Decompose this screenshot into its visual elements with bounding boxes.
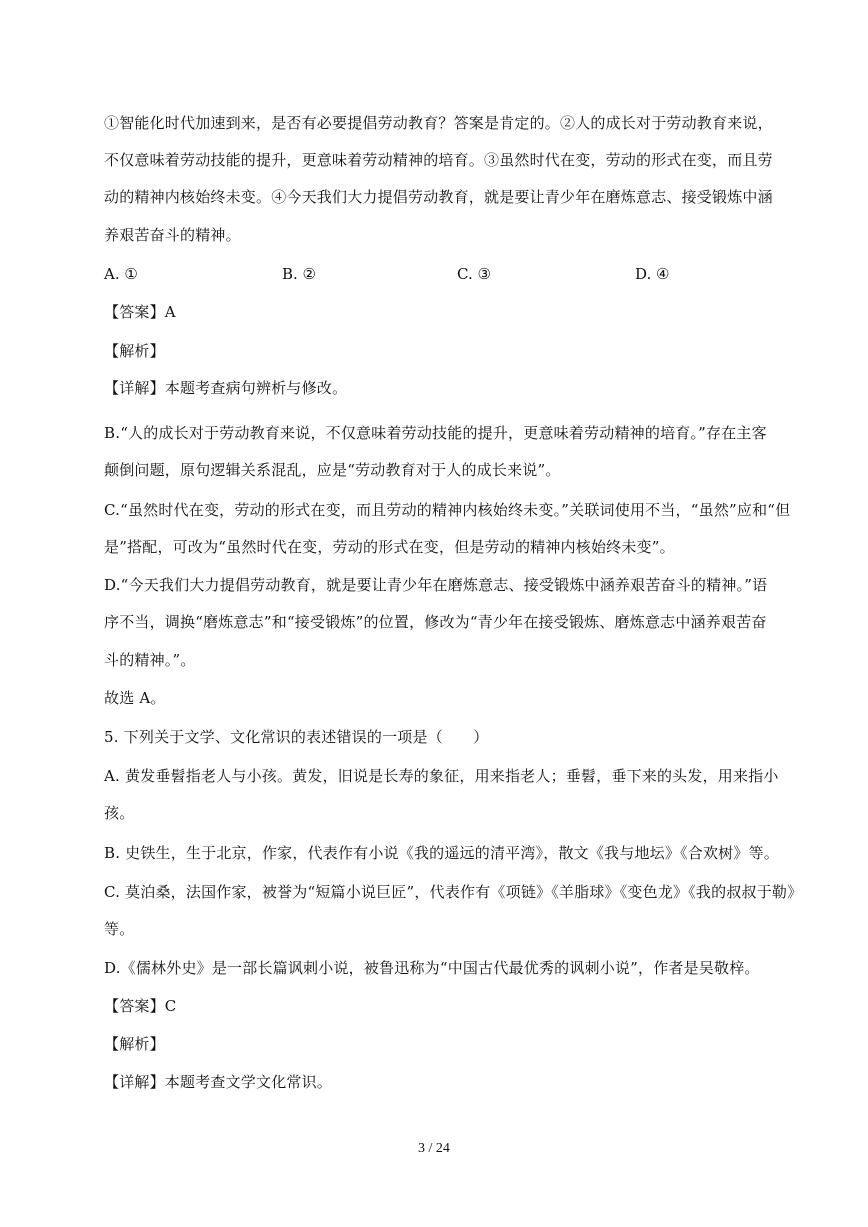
- q4-body-line: C.“虽然时代在变，劳动的形式在变，而且劳动的精神内核始终未变。”关联词使用不当，“虽然”应和“但: [104, 501, 791, 519]
- q5-option-line: C. 莫泊桑，法国作家，被誉为“短篇小说巨匠”，代表作有《项链》《羊脂球》《变色龙》《我的叔叔于勒》: [104, 883, 803, 901]
- q5-option-line: 孩。: [104, 804, 135, 822]
- q5-answer: 【答案】C: [104, 997, 177, 1015]
- q5-option-line: B. 史铁生，生于北京，作家，代表作有小说《我的遥远的清平湾》，散文《我与地坛》《合欢树》等。: [104, 844, 779, 862]
- q5-analysis-heading: 【解析】: [104, 1035, 165, 1053]
- answer-options: [104, 264, 764, 284]
- q5-option-line: 等。: [104, 920, 135, 938]
- option-c: C. ③: [457, 265, 491, 283]
- passage-line-1: ①智能化时代加速到来，是否有必要提倡劳动教育？答案是肯定的。②人的成长对于劳动教育来说，: [104, 114, 773, 132]
- q4-body-line: 序不当，调换“磨炼意志”和“接受锻炼”的位置，修改为“青少年在接受锻炼、磨炼意志中涵养艰苦奋: [104, 613, 767, 631]
- q5-stem: 5. 下列关于文学、文化常识的表述错误的一项是（ ）: [104, 728, 489, 746]
- q4-conclusion: 故选 A。: [104, 689, 166, 707]
- q4-answer: 【答案】A: [104, 303, 176, 321]
- q5-option-line: A. 黄发垂髫指老人与小孩。黄发，旧说是长寿的象征，用来指老人；垂髫，垂下来的头发，用来指小: [104, 767, 779, 785]
- passage-line-4: 养艰苦奋斗的精神。: [104, 226, 241, 244]
- q4-body-line: D.“今天我们大力提倡劳动教育，就是要让青少年在磨炼意志、接受锻炼中涵养艰苦奋斗的精神。”语: [104, 576, 768, 594]
- q4-detail: 【详解】本题考查病句辨析与修改。: [104, 379, 348, 397]
- q4-body-line: 斗的精神。”。: [104, 651, 196, 669]
- passage-line-2: 不仅意味着劳动技能的提升，更意味着劳动精神的培育。③虽然时代在变，劳动的形式在变，而且劳: [104, 151, 773, 169]
- q4-analysis-heading: 【解析】: [104, 342, 165, 360]
- option-b: B. ②: [282, 265, 317, 283]
- q5-option-line: D.《儒林外史》是一部长篇讽刺小说，被鲁迅称为“中国古代最优秀的讽刺小说”，作者是吴敬梓。: [104, 959, 760, 977]
- passage-line-3: 动的精神内核始终未变。④今天我们大力提倡劳动教育，就是要让青少年在磨炼意志、接受锻炼中涵: [104, 188, 773, 206]
- q4-body-line: B.“人的成长对于劳动教育来说，不仅意味着劳动技能的提升，更意味着劳动精神的培育。”存在主客: [104, 424, 767, 442]
- q5-detail: 【详解】本题考查文学文化常识。: [104, 1073, 333, 1091]
- page-number: 3 / 24: [418, 1141, 450, 1156]
- option-a: A. ①: [104, 265, 138, 283]
- option-d: D. ④: [635, 265, 670, 283]
- q4-body-line: 颠倒问题，原句逻辑关系混乱，应是“劳动教育对于人的成长来说”。: [104, 461, 561, 479]
- q4-body-line: 是”搭配，可改为“虽然时代在变，劳动的形式在变，但是劳动的精神内核始终未变”。: [104, 538, 675, 556]
